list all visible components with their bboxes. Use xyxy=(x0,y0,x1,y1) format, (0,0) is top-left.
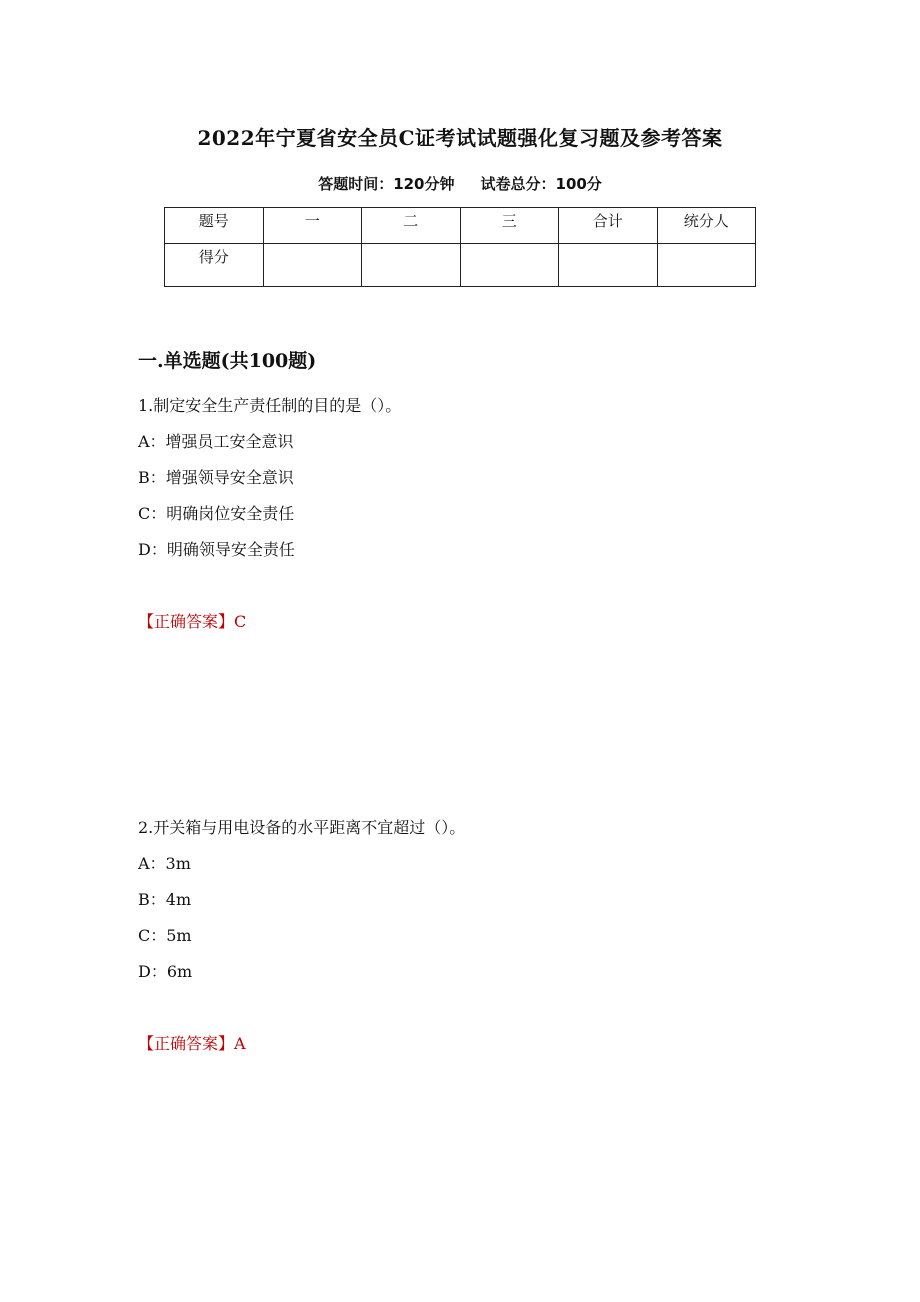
score-header-cell: 二 xyxy=(362,208,461,244)
question-option: B：增强领导安全意识 xyxy=(138,468,294,487)
score-header-cell: 一 xyxy=(263,208,362,244)
score-header-cell: 合计 xyxy=(559,208,658,244)
answer-value: C xyxy=(234,612,247,631)
question-option: D：明确领导安全责任 xyxy=(138,540,295,559)
score-header-cell: 三 xyxy=(460,208,559,244)
score-table-header-row xyxy=(165,208,756,244)
score-cell xyxy=(263,244,362,287)
correct-answer xyxy=(138,609,246,632)
answer-label: 【正确答案】 xyxy=(138,1034,235,1053)
exam-total-score: 试卷总分：100分 xyxy=(480,175,602,193)
exam-time: 答题时间：120分钟 xyxy=(318,175,455,193)
answer-value: A xyxy=(234,1034,246,1053)
score-table xyxy=(164,207,756,287)
question-option: A：增强员工安全意识 xyxy=(138,432,294,451)
score-cell xyxy=(657,244,756,287)
answer-label: 【正确答案】 xyxy=(138,612,235,631)
section-title: 一.单选题(共100题) xyxy=(138,350,317,372)
question-stem: 1.制定安全生产责任制的目的是（）。 xyxy=(138,396,402,415)
score-header-cell: 统分人 xyxy=(657,208,756,244)
question-option: C：5m xyxy=(138,926,192,945)
score-header-cell: 题号 xyxy=(165,208,264,244)
score-cell xyxy=(559,244,658,287)
question-option: A：3m xyxy=(138,854,191,873)
exam-meta xyxy=(0,173,920,194)
question-option: D：6m xyxy=(138,962,193,981)
question-option: C：明确岗位安全责任 xyxy=(138,504,295,523)
score-table-score-row xyxy=(165,244,756,287)
score-cell xyxy=(460,244,559,287)
score-row-label: 得分 xyxy=(165,244,264,287)
document-title: 2022年宁夏省安全员C证考试试题强化复习题及参考答案 xyxy=(197,126,723,150)
score-cell xyxy=(362,244,461,287)
question-option: B：4m xyxy=(138,890,192,909)
question-stem: 2.开关箱与用电设备的水平距离不宜超过（）。 xyxy=(138,818,466,837)
correct-answer xyxy=(138,1031,246,1054)
